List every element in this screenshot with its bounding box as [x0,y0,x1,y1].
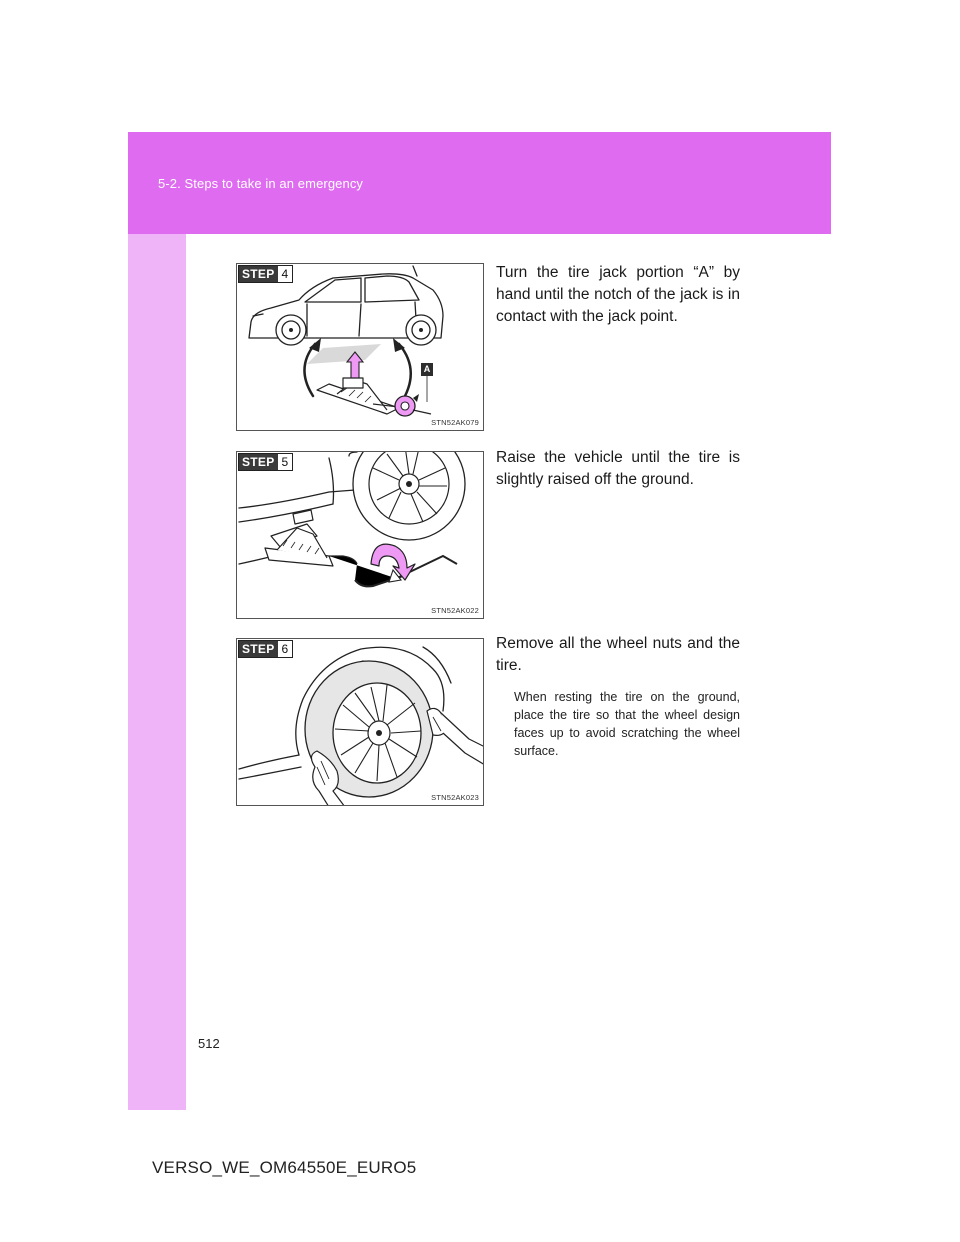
step-badge-number: 4 [278,266,293,282]
document-code: VERSO_WE_OM64550E_EURO5 [152,1158,417,1177]
step-badge [238,453,293,471]
remove-tire-illustration [237,639,484,806]
step-badge-number: 6 [278,641,293,657]
section-header-band [128,132,831,234]
figure-step-5 [236,451,484,619]
raise-vehicle-illustration [237,452,484,619]
section-title: 5-2. Steps to take in an emergency [158,176,364,191]
step-5-instruction: Raise the vehicle until the tire is slightly raised off the ground. [496,449,740,488]
step-badge [238,640,293,658]
step-6-instruction: Remove all the wheel nuts and the tire. [496,635,740,674]
figure-step-6 [236,638,484,806]
side-tab-band [128,234,186,1110]
step-badge-number: 5 [278,454,293,470]
figure-code: STN52AK079 [431,418,479,427]
figure-code: STN52AK023 [431,793,479,802]
figure-step-4 [236,263,484,431]
step-badge-word: STEP [239,266,278,282]
figure-code: STN52AK022 [431,606,479,615]
page-number: 512 [198,1036,220,1051]
step-badge [238,265,293,283]
callout-label-a: A [421,363,433,376]
car-jack-point-illustration [237,264,484,431]
step-badge-word: STEP [239,454,278,470]
step-4-instruction: Turn the tire jack portion “A” by hand until the notch of the jack is in contact with the jack point. [496,264,740,325]
step-6-note: When resting the tire on the ground, place the tire so that the wheel design faces up to avoid scratching the wheel surface. [514,690,740,758]
step-badge-word: STEP [239,641,278,657]
